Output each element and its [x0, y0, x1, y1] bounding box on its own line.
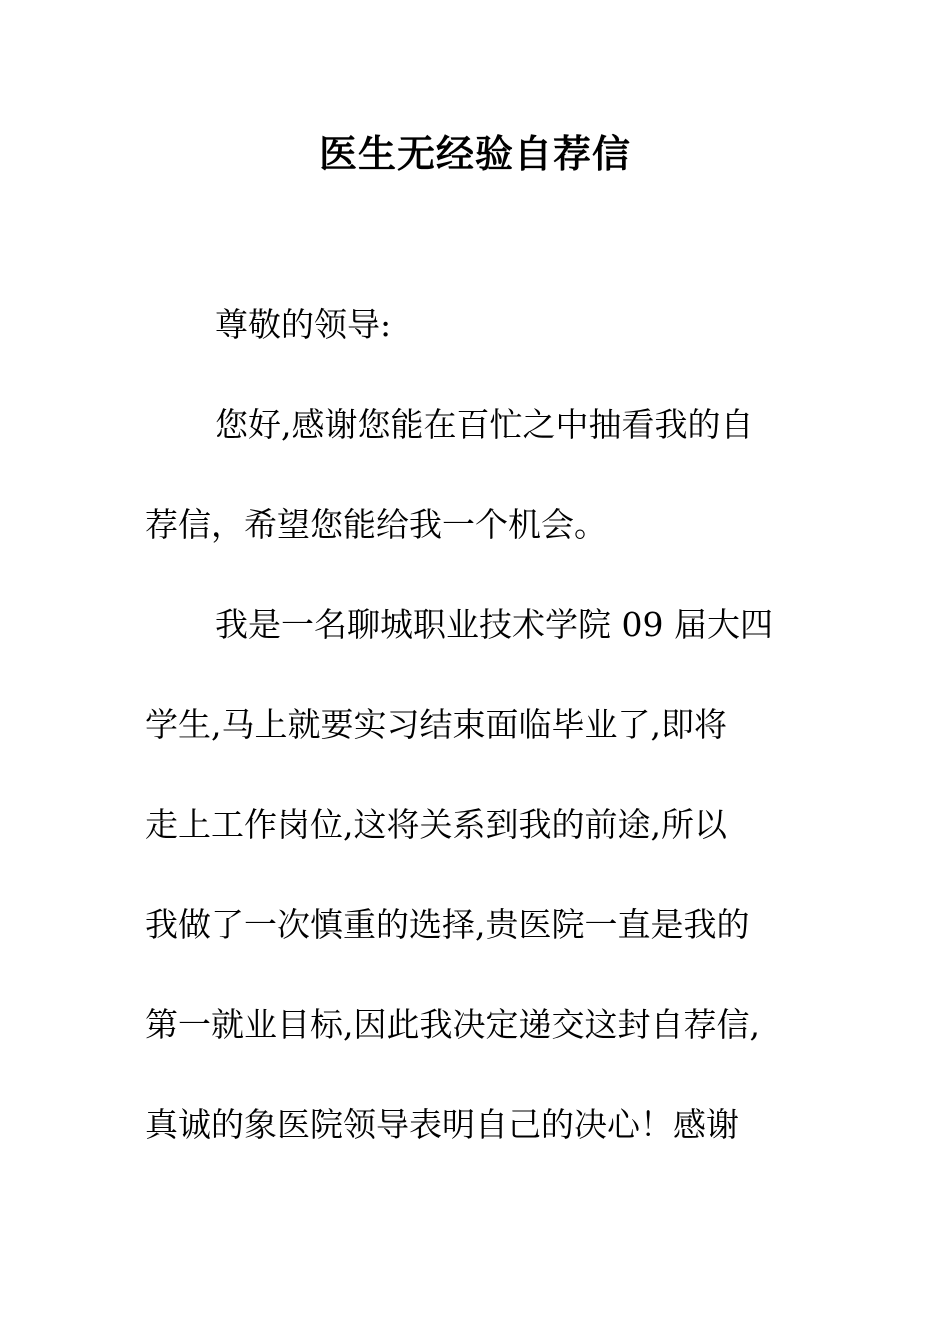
body-line-8: 真诚的象医院领导表明自己的决心！感谢 — [145, 1105, 739, 1144]
body-line-3: 我是一名聊城职业技术学院 09 届大四 — [215, 605, 773, 644]
document-title: 医生无经验自荐信 — [318, 131, 631, 176]
body-line-7: 第一就业目标,因此我决定递交这封自荐信, — [145, 1005, 760, 1044]
body-line-4: 学生,马上就要实习结束面临毕业了,即将 — [145, 705, 727, 744]
body-line-6: 我做了一次慎重的选择,贵医院一直是我的 — [145, 905, 750, 944]
body-line-1: 您好,感谢您能在百忙之中抽看我的自 — [215, 405, 754, 444]
body-line-2: 荐信，希望您能给我一个机会。 — [145, 505, 607, 544]
salutation-line: 尊敬的领导: — [215, 305, 392, 344]
body-line-5: 走上工作岗位,这将关系到我的前途,所以 — [145, 805, 727, 844]
